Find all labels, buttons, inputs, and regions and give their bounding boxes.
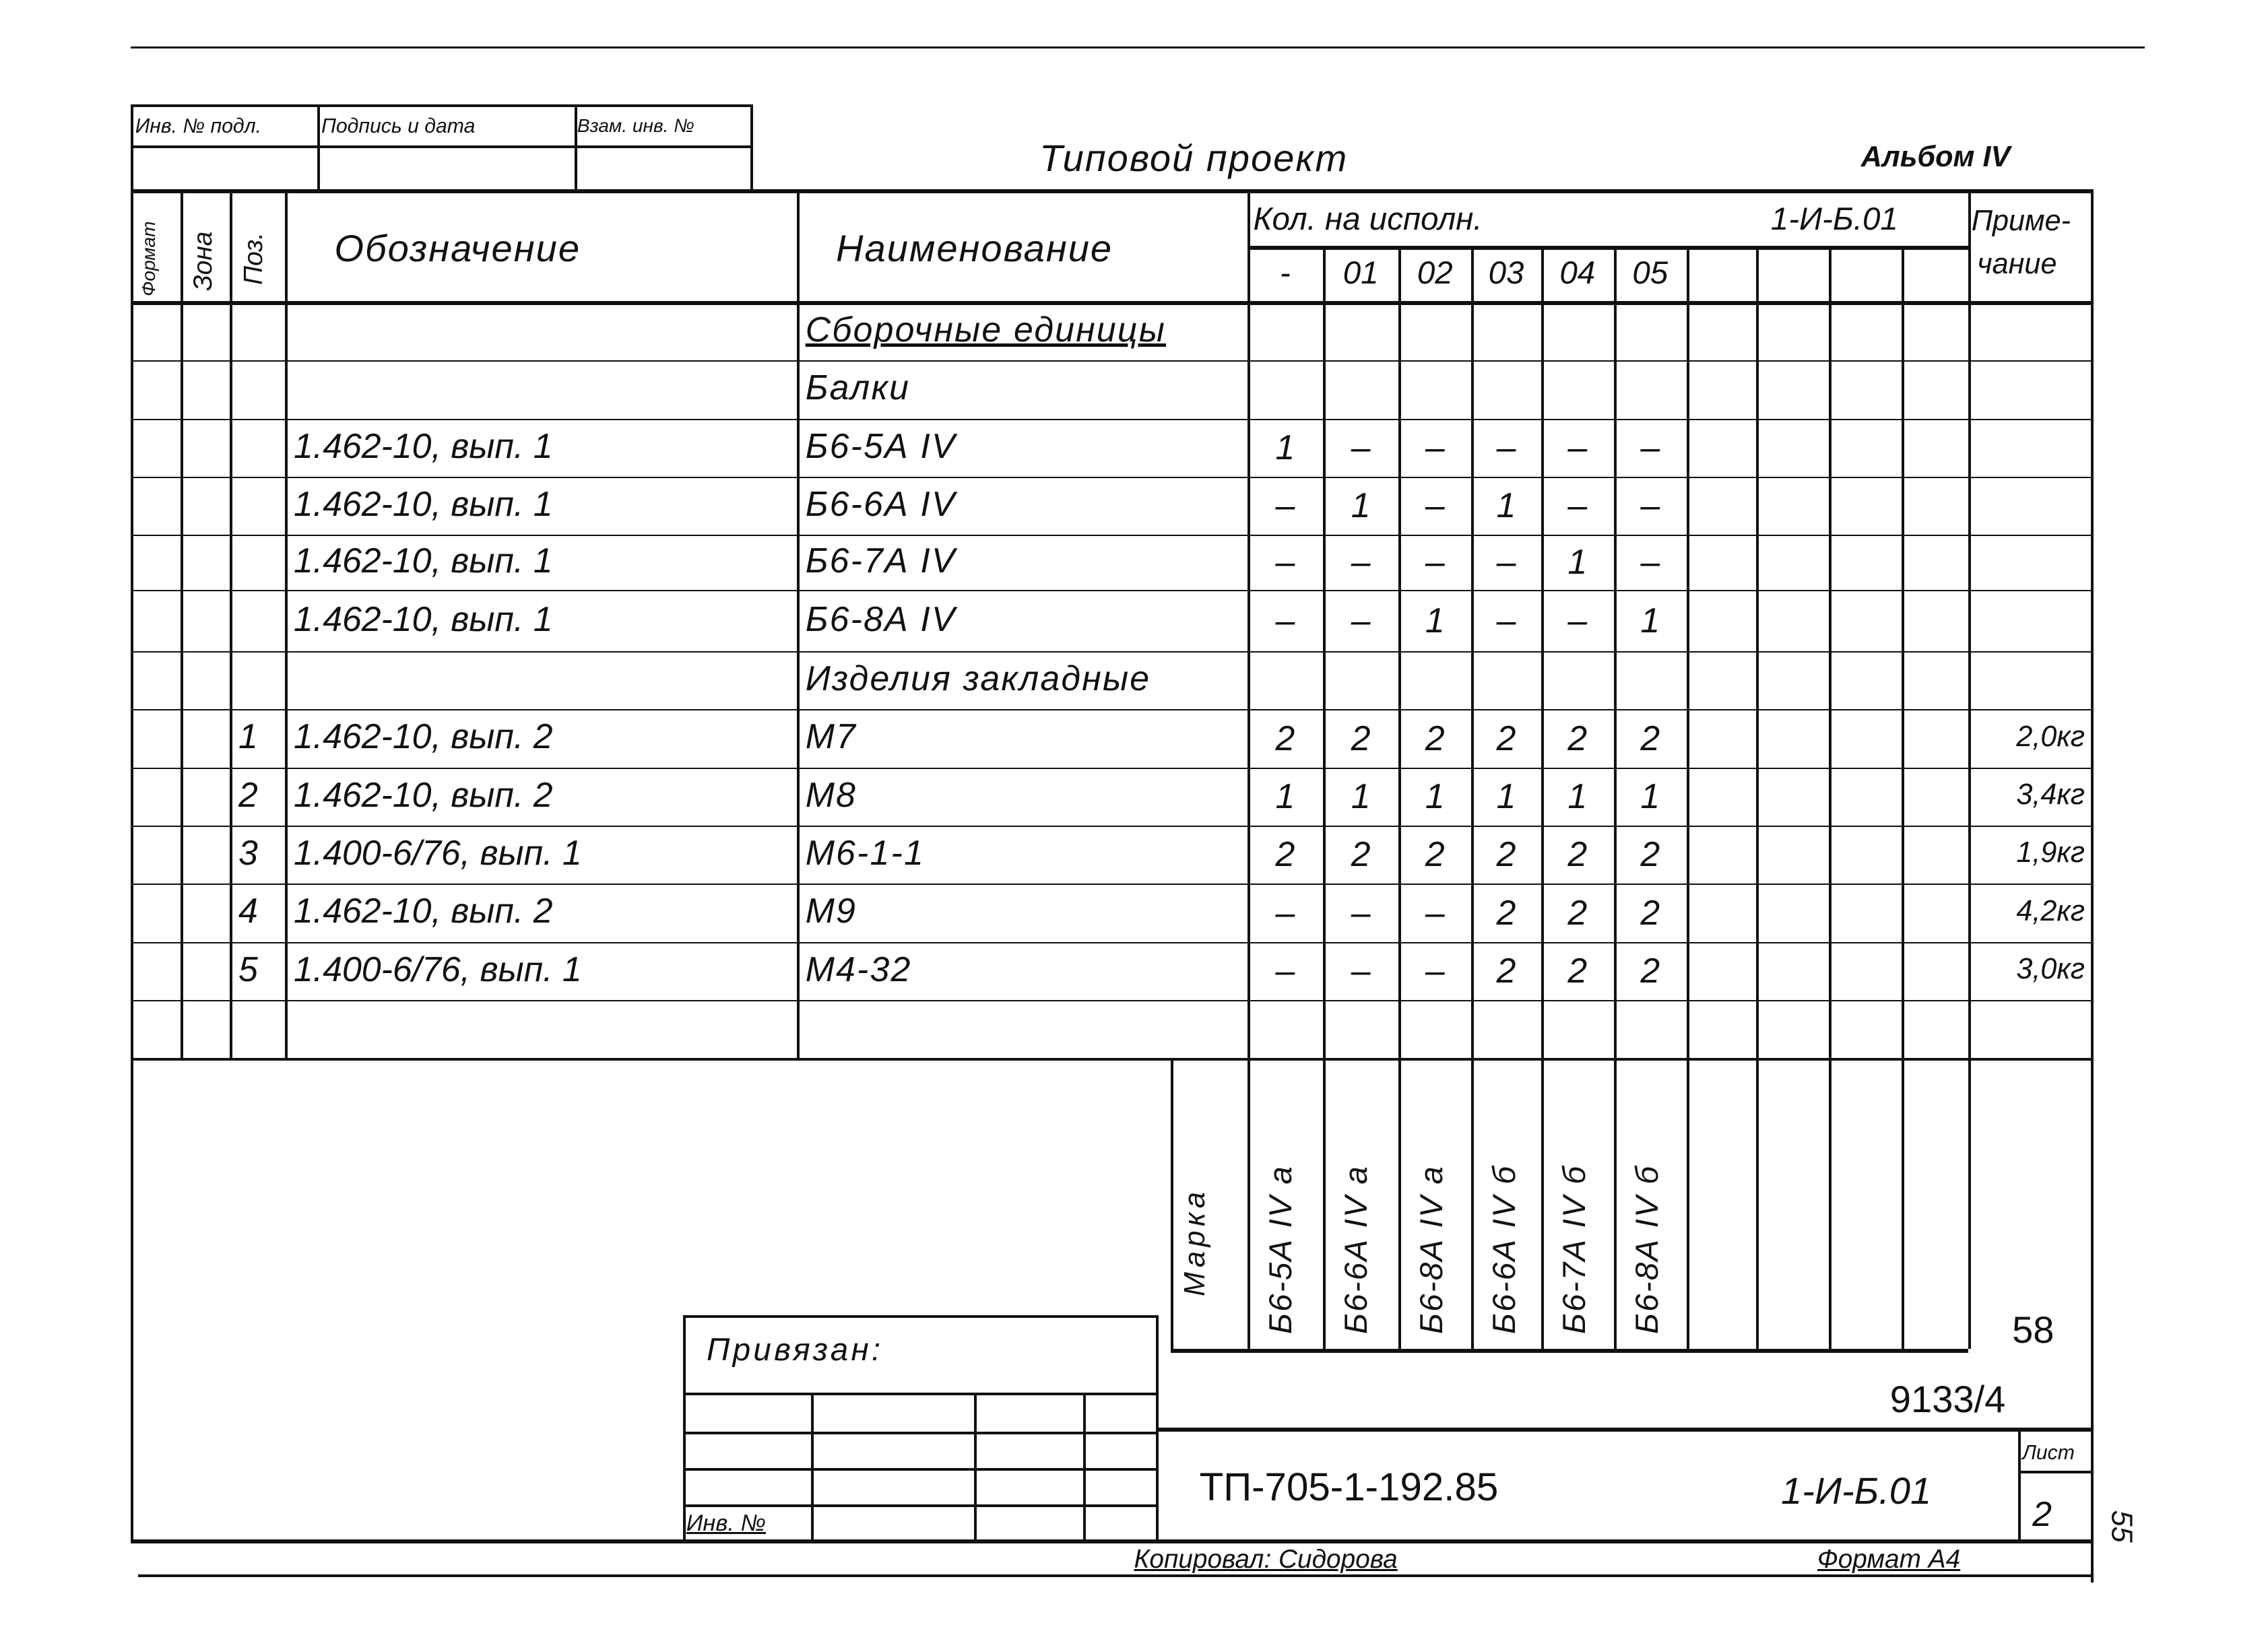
row-naimenovanie: Сборочные единицы: [805, 310, 1167, 349]
row-naimenovanie: Б6-7А IV: [805, 541, 957, 580]
privyazan-line: [683, 1315, 1156, 1318]
row-qty: –: [1351, 950, 1371, 990]
row-qty: –: [1567, 427, 1588, 467]
table-line: [131, 1058, 2094, 1061]
table-line: [230, 189, 232, 1059]
row-oboznachenie: 1.462-10, вып. 1: [294, 599, 553, 638]
row-qty: –: [1425, 542, 1445, 582]
row-qty: 1: [1496, 776, 1516, 816]
row-qty: 2: [1496, 718, 1516, 758]
row-line: [131, 590, 2094, 591]
row-line: [131, 535, 2094, 536]
row-qty: –: [1567, 600, 1588, 640]
table-line: [2091, 189, 2094, 1541]
row-naimenovanie: М7: [805, 717, 857, 756]
row-qty: 2: [1351, 834, 1371, 874]
row-line: [131, 826, 2094, 827]
header-oboznachenie: Обозначение: [334, 227, 581, 269]
row-naimenovanie: М4-32: [805, 949, 912, 989]
row-qty: 2: [1496, 950, 1516, 990]
variant-header: -: [1279, 255, 1291, 291]
row-qty: 2: [1640, 834, 1660, 874]
stamp-line: [131, 145, 750, 148]
header-prim-1: Приме-: [1971, 204, 2071, 237]
row-oboznachenie: 1.462-10, вып. 2: [294, 774, 553, 814]
row-qty: 2: [1425, 718, 1445, 758]
privyazan-line: [683, 1315, 686, 1541]
stamp-line: [317, 104, 320, 192]
document-title: Типовой проект: [1039, 137, 1349, 180]
row-line: [131, 477, 2094, 478]
row-line: [131, 709, 2094, 710]
table-line: [1171, 1058, 1173, 1349]
page-58: 58: [2012, 1308, 2054, 1351]
row-qty: –: [1351, 600, 1371, 640]
privyazan-line: [1083, 1393, 1086, 1541]
row-note: 1,9кг: [2016, 836, 2085, 869]
inv-no-label: Инв. №: [686, 1510, 766, 1536]
row-qty: –: [1496, 542, 1516, 582]
stamp-line: [131, 104, 750, 107]
row-qty: 2: [1640, 950, 1660, 990]
marka-item: Б6-6А IV б: [1487, 1165, 1523, 1335]
row-qty: –: [1496, 600, 1516, 640]
row-qty: 1: [1496, 486, 1516, 525]
row-qty: 2: [1567, 892, 1588, 932]
row-line: [131, 942, 2094, 943]
header-kol-code: 1-И-Б.01: [1770, 201, 1898, 238]
row-oboznachenie: 1.462-10, вып. 2: [294, 717, 553, 756]
row-note: 4,2кг: [2016, 894, 2085, 927]
row-line: [131, 1000, 2094, 1001]
row-qty: –: [1351, 892, 1371, 932]
row-poz: 2: [238, 774, 258, 814]
marka-item: Б6-6А IV а: [1338, 1165, 1374, 1335]
header-kol: Кол. на исполн.: [1253, 201, 1483, 238]
row-qty: 2: [1275, 834, 1295, 874]
album-label: Альбом IV: [1860, 140, 2011, 173]
row-poz: 1: [238, 717, 258, 756]
variant-header: 03: [1488, 255, 1524, 291]
row-oboznachenie: 1.462-10, вып. 2: [294, 891, 553, 931]
row-oboznachenie: 1.400-6/76, вып. 1: [294, 949, 582, 989]
row-poz: 5: [238, 949, 258, 989]
row-qty: –: [1275, 950, 1295, 990]
privyazan-label: Привязан:: [707, 1332, 884, 1368]
header-poz: Поз.: [239, 232, 269, 285]
row-naimenovanie: Б6-5А IV: [805, 426, 957, 465]
marka-item: Б6-8А IV б: [1629, 1165, 1665, 1335]
marka-item: Б6-7А IV б: [1556, 1165, 1592, 1335]
variant-header: 02: [1417, 255, 1453, 291]
row-qty: –: [1425, 486, 1445, 525]
qty-column-line: [1687, 246, 1689, 1349]
row-poz: 4: [238, 891, 258, 931]
table-line: [131, 189, 133, 1541]
marka-item: Б6-5А IV а: [1262, 1165, 1299, 1335]
qty-column-line: [1756, 246, 1759, 1349]
row-qty: –: [1275, 892, 1295, 932]
row-qty: 2: [1275, 718, 1295, 758]
table-line: [797, 189, 800, 1059]
qty-column-line: [1541, 246, 1544, 1349]
qty-column-line: [1398, 246, 1401, 1349]
row-qty: 1: [1351, 776, 1371, 816]
row-naimenovanie: Балки: [805, 368, 911, 407]
table-line: [131, 189, 2094, 193]
row-qty: –: [1351, 427, 1371, 467]
row-qty: 1: [1275, 776, 1295, 816]
row-qty: –: [1640, 427, 1660, 467]
title-block-line: [2091, 1539, 2094, 1583]
row-qty: 2: [1496, 834, 1516, 874]
row-naimenovanie: Изделия закладные: [805, 659, 1151, 698]
doc-code: 1-И-Б.01: [1781, 1469, 1932, 1512]
row-qty: –: [1425, 950, 1445, 990]
qty-column-line: [1614, 246, 1617, 1349]
row-qty: 1: [1640, 776, 1660, 816]
table-line: [1248, 189, 1250, 1349]
row-qty: 2: [1567, 718, 1588, 758]
row-qty: –: [1496, 427, 1516, 467]
qty-column-line: [1902, 246, 1904, 1349]
variant-header: 04: [1559, 255, 1596, 291]
header-naimenovanie: Наименование: [836, 227, 1113, 269]
row-qty: –: [1275, 600, 1295, 640]
row-line: [131, 884, 2094, 885]
row-note: 2,0кг: [2016, 720, 2085, 753]
title-block-line: [131, 1539, 2094, 1543]
stamp-line: [750, 104, 753, 192]
list-no: 2: [2032, 1494, 2052, 1534]
variant-header: 05: [1632, 255, 1668, 291]
row-qty: –: [1567, 486, 1588, 525]
row-line: [131, 768, 2094, 769]
row-qty: 2: [1425, 834, 1445, 874]
row-qty: 1: [1351, 486, 1371, 525]
row-qty: –: [1640, 486, 1660, 525]
row-qty: –: [1275, 542, 1295, 582]
row-qty: 1: [1567, 776, 1588, 816]
row-qty: –: [1640, 542, 1660, 582]
row-qty: 1: [1567, 542, 1588, 582]
table-line: [1968, 189, 1971, 1349]
privyazan-line: [974, 1393, 977, 1541]
row-naimenovanie: Б6-6А IV: [805, 484, 957, 523]
row-naimenovanie: Б6-8А IV: [805, 599, 957, 638]
doc-number: ТП-705-1-192.85: [1199, 1465, 1499, 1509]
row-note: 3,4кг: [2016, 778, 2085, 811]
qty-column-line: [1829, 246, 1832, 1349]
table-line: [1171, 1349, 1969, 1353]
row-note: 3,0кг: [2016, 953, 2085, 985]
row-oboznachenie: 1.462-10, вып. 1: [294, 426, 553, 465]
row-qty: 2: [1640, 718, 1660, 758]
row-qty: 2: [1496, 892, 1516, 932]
margin-number: 55: [2105, 1510, 2138, 1543]
row-qty: 1: [1640, 600, 1660, 640]
header-zona: Зона: [188, 231, 218, 291]
table-line: [285, 189, 288, 1059]
row-qty: 2: [1351, 718, 1371, 758]
row-qty: –: [1425, 427, 1445, 467]
row-qty: –: [1275, 486, 1295, 525]
stamp-line: [131, 104, 133, 192]
row-line: [131, 419, 2094, 420]
marka-label: Марка: [1178, 1187, 1211, 1297]
row-qty: 1: [1425, 600, 1445, 640]
table-line: [1248, 246, 1969, 250]
row-oboznachenie: 1.462-10, вып. 1: [294, 484, 553, 523]
copied-by: Копировал: Сидорова: [1134, 1544, 1398, 1574]
qty-column-line: [1471, 246, 1474, 1349]
row-qty: –: [1425, 892, 1445, 932]
title-block-line: [2018, 1471, 2091, 1473]
header-format: Формат: [138, 221, 160, 297]
row-qty: 2: [1567, 950, 1588, 990]
stamp-line: [575, 104, 577, 192]
row-naimenovanie: М9: [805, 891, 857, 931]
variant-header: 01: [1342, 255, 1379, 291]
table-line: [181, 189, 183, 1059]
table-line: [131, 301, 2094, 305]
row-oboznachenie: 1.400-6/76, вып. 1: [294, 833, 582, 872]
row-line: [131, 360, 2094, 362]
row-qty: 1: [1275, 427, 1295, 467]
vzam-inv-label: Взам. инв. №: [577, 114, 694, 136]
title-block-line: [138, 1574, 2094, 1577]
header-prim-2: чание: [1977, 248, 2057, 281]
signature-date-label: Подпись и дата: [321, 114, 476, 137]
title-block-line: [1156, 1428, 2094, 1432]
marka-item: Б6-8А IV а: [1414, 1165, 1450, 1335]
format-label: Формат А4: [1817, 1544, 1961, 1574]
row-qty: 2: [1567, 834, 1588, 874]
privyazan-line: [811, 1393, 814, 1541]
title-block-line: [2018, 1428, 2021, 1541]
row-line: [131, 651, 2094, 653]
row-naimenovanie: М8: [805, 774, 857, 814]
row-qty: 1: [1425, 776, 1445, 816]
row-naimenovanie: М6-1-1: [805, 833, 925, 872]
row-oboznachenie: 1.462-10, вып. 1: [294, 541, 553, 580]
row-qty: 2: [1640, 892, 1660, 932]
inv-podl-label: Инв. № подл.: [135, 114, 262, 137]
row-qty: –: [1351, 542, 1371, 582]
qty-column-line: [1323, 246, 1326, 1349]
top-rule: [131, 46, 2144, 48]
row-poz: 3: [238, 833, 258, 872]
code-9133: 9133/4: [1889, 1378, 2006, 1421]
list-label: Лист: [2022, 1442, 2075, 1465]
